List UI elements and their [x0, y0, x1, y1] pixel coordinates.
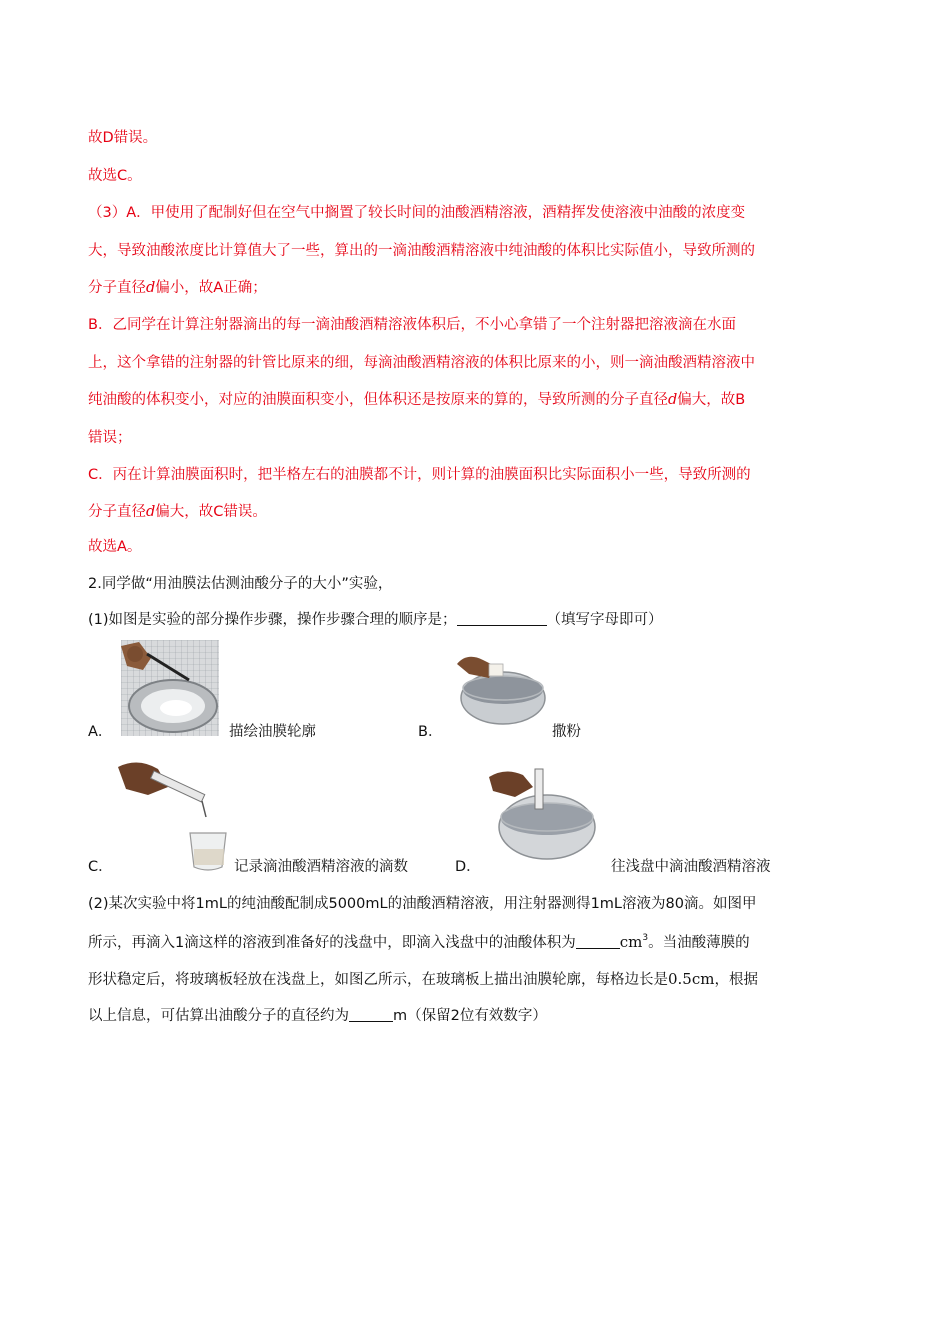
text-segment: 偏大，故C错误。 [155, 504, 267, 520]
variable-d: d [146, 504, 156, 520]
text-segment: m（保留2位有效数字） [393, 1008, 547, 1024]
answer-b-line3 [88, 390, 745, 410]
glass-plate-trace-image [121, 640, 219, 736]
option-a-letter: A． [88, 724, 113, 740]
text-segment: 偏大，故B [677, 392, 746, 408]
text-segment: 分子直径 [88, 504, 146, 520]
dish-powder-image [455, 652, 547, 728]
answer-c-line2 [88, 502, 267, 522]
text-segment: （填写字母即可） [546, 612, 663, 628]
option-b-letter: B． [418, 724, 443, 740]
text-segment: 形状稳定后，将玻璃板轻放在浅盘上，如图乙所示，在玻璃板上描出油膜轮廓，每格边长是 [88, 972, 668, 988]
answer-choose-a: 故选A。 [88, 539, 142, 555]
text-segment: (1)如图是实验的部分操作步骤，操作步骤合理的顺序是； [88, 612, 457, 628]
text-segment: 。当油酸薄膜的 [648, 935, 750, 951]
dish-syringe-image [489, 765, 601, 865]
answer-b-line4: 错误； [88, 430, 132, 446]
figure-d-dropping-solution [489, 765, 601, 865]
text-segment: ，根据 [714, 972, 758, 988]
question-2-part2-line4 [88, 1006, 547, 1026]
answer-c-line1: C．丙在计算油膜面积时，把半格左右的油膜都不计，则计算的油膜面积比实际面积小一些，导致所测的 [88, 467, 751, 483]
option-d-letter: D． [455, 859, 481, 875]
question-2-part2-line2 [88, 932, 750, 953]
cell-length-value: 0.5 [668, 970, 692, 988]
option-d-caption: 往浅盘中滴油酸酒精溶液 [611, 859, 771, 875]
answer-b-line1: B．乙同学在计算注射器滴出的每一滴油酸酒精溶液体积后，不小心拿错了一个注射器把溶液滴在水面 [88, 317, 736, 333]
text-segment: 纯油酸的体积变小，对应的油膜面积变小，但体积还是按原来的算的，导致所测的分子直径 [88, 392, 668, 408]
cell-length-unit: cm [691, 970, 715, 988]
figure-b-sprinkling-powder [455, 652, 547, 728]
answer-3-a-line3 [88, 278, 267, 298]
unit-cm: cm [619, 933, 643, 951]
answer-3-a-line2: 大，导致油酸浓度比计算值大了一些，算出的一滴油酸酒精溶液中纯油酸的体积比实际值小，导致所测的 [88, 243, 755, 259]
question-2-part1 [88, 610, 663, 630]
question-2-part2-line1: (2)某次实验中将1mL的纯油酸配制成5000mL的油酸酒精溶液，用注射器测得1mL溶液为80滴。如图甲 [88, 896, 757, 912]
option-a-caption: 描绘油膜轮廓 [229, 724, 316, 740]
text-segment: 以上信息，可估算出油酸分子的直径约为 [88, 1008, 349, 1024]
figure-c-counting-drops [118, 757, 230, 875]
text-segment: 偏小，故A正确； [155, 280, 267, 296]
figure-a-tracing-outline [121, 640, 219, 736]
text-segment: 所示，再滴入1滴这样的溶液到准备好的浅盘中，即滴入浅盘中的油酸体积为 [88, 935, 576, 951]
answer-blank [349, 1007, 393, 1022]
answer-blank [576, 934, 620, 949]
variable-d: d [146, 280, 156, 296]
answer-blank [457, 611, 547, 626]
answer-b-line2: 上，这个拿错的注射器的针管比原来的细，每滴油酸酒精溶液的体积比原来的小，则一滴油酸酒精溶液中 [88, 355, 755, 371]
syringe-beaker-image [118, 757, 230, 875]
question-2-stem: 2.同学做“用油膜法估测油酸分子的大小”实验， [88, 576, 393, 592]
option-b-caption: 撒粉 [552, 724, 581, 740]
variable-d: d [668, 392, 678, 408]
answer-choose-c: 故选C。 [88, 168, 142, 184]
option-c-letter: C． [88, 859, 113, 875]
text-segment: 分子直径 [88, 280, 146, 296]
option-c-caption: 记录滴油酸酒精溶液的滴数 [234, 859, 408, 875]
answer-3-a-line1: （3）A．甲使用了配制好但在空气中搁置了较长时间的油酸酒精溶液，酒精挥发使溶液中油酸的浓度变 [88, 205, 746, 221]
unit-exponent: 3 [642, 933, 649, 943]
answer-line-d-wrong: 故D错误。 [88, 130, 158, 146]
question-2-part2-line3 [88, 969, 758, 990]
